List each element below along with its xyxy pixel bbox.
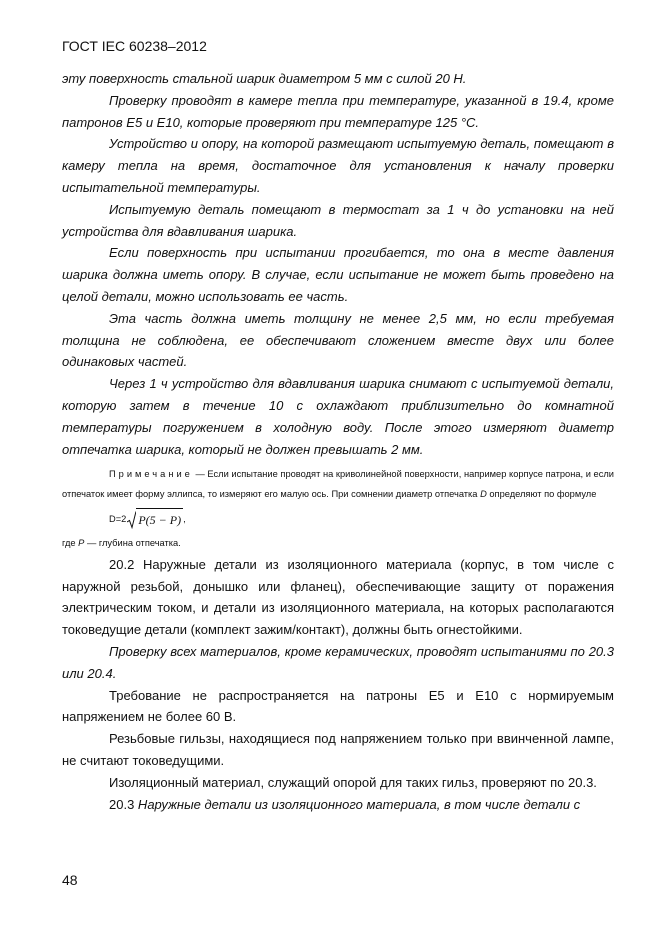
paragraph: Проверку всех материалов, кроме керамических, проводят испытаниями по 20.3 или 20.4. bbox=[62, 644, 614, 681]
note-where-text bbox=[62, 534, 614, 554]
square-root bbox=[127, 508, 183, 532]
section-text: Наружные детали из изоляционного материала, в том числе детали с bbox=[134, 796, 581, 812]
radical-sign-icon bbox=[127, 511, 136, 529]
section-20-3 bbox=[62, 794, 614, 816]
formula bbox=[109, 506, 614, 534]
note-text bbox=[62, 465, 614, 504]
section-text: Наружные детали из изоляционного материала (корпус, в том числе с наружной резьбой, донышко или фланец), обеспечивающие защиту от поражения электрическим током, и детали из изоляционного материала, на которых располагаются токоведущие детали (комплект зажим/контакт), должны быть огнестойкими. bbox=[62, 556, 614, 638]
paragraph: эту поверхность стальной шарик диаметром 5 мм с силой 20 Н. bbox=[62, 71, 467, 86]
note-text-part: — Если испытание проводят на криволинейной поверхности, например корпусе патрона, и если отпечаток имеет форму эллипса, то измеряют его малую ось. При сомнении диаметр отпечатка bbox=[62, 469, 614, 499]
paragraph: Проверку проводят в камере тепла при температуре, указанной в 19.4, кроме патронов Е5 и Е10, которые проверяют при температуре 125 °С. bbox=[62, 92, 614, 130]
paragraph: Испытуемую деталь помещают в термостат за 1 ч до установки на ней устройства для вдавливания шарика. bbox=[62, 201, 614, 239]
note-text-part: определяют по формуле bbox=[486, 488, 597, 499]
paragraph: Устройство и опору, на которой размещают испытуемую деталь, помещают в камеру тепла на время, достаточное для установления к началу проверки испытательной температуры. bbox=[62, 136, 614, 195]
formula-suffix: , bbox=[183, 514, 186, 525]
page-body bbox=[62, 68, 614, 815]
paragraph: Требование не распространяется на патроны Е5 и Е10 с нормируемым напряжением не более 60 В. bbox=[62, 687, 614, 725]
symbol-d: D bbox=[480, 488, 487, 499]
where-prefix: где bbox=[62, 538, 79, 549]
note-label: Примечание bbox=[109, 469, 193, 480]
paragraph: Если поверхность при испытании прогибается, то она в месте давления шарика должна иметь опору. В случае, если испытание не может быть проведено на целой детали, можно использовать ее часть. bbox=[62, 245, 614, 304]
section-number: 20.2 bbox=[109, 556, 135, 572]
paragraph: Через 1 ч устройство для вдавливания шарика снимают с испытуемой детали, которую затем в течение 10 с охлаждают приблизительно до комнатной температуры погружением в холодную воду. После этого измеряют диаметр отпечатка шарика, который не должен превышать 2 мм. bbox=[62, 376, 614, 457]
formula-radicand: P(5 − P) bbox=[136, 508, 183, 532]
document-header: ГОСТ IEC 60238–2012 bbox=[62, 38, 207, 54]
note-where bbox=[62, 534, 614, 554]
paragraph: Резьбовые гильзы, находящиеся под напряжением только при ввинченной лампе, не считают токоведущими. bbox=[62, 731, 614, 769]
formula-prefix: D=2 bbox=[109, 514, 127, 525]
page-number: 48 bbox=[62, 872, 78, 888]
where-text: — глубина отпечатка. bbox=[84, 538, 181, 549]
note-block bbox=[62, 465, 614, 504]
section-20-2 bbox=[62, 554, 614, 641]
section-number: 20.3 bbox=[109, 796, 135, 812]
symbol-p: P bbox=[78, 538, 85, 549]
paragraph: Изоляционный материал, служащий опорой для таких гильз, проверяют по 20.3. bbox=[109, 774, 597, 790]
paragraph: Эта часть должна иметь толщину не менее 2,5 мм, но если требуемая толщина не соблюдена, ее обеспечивают сложением вместе двух или более одинаковых частей. bbox=[62, 310, 614, 370]
